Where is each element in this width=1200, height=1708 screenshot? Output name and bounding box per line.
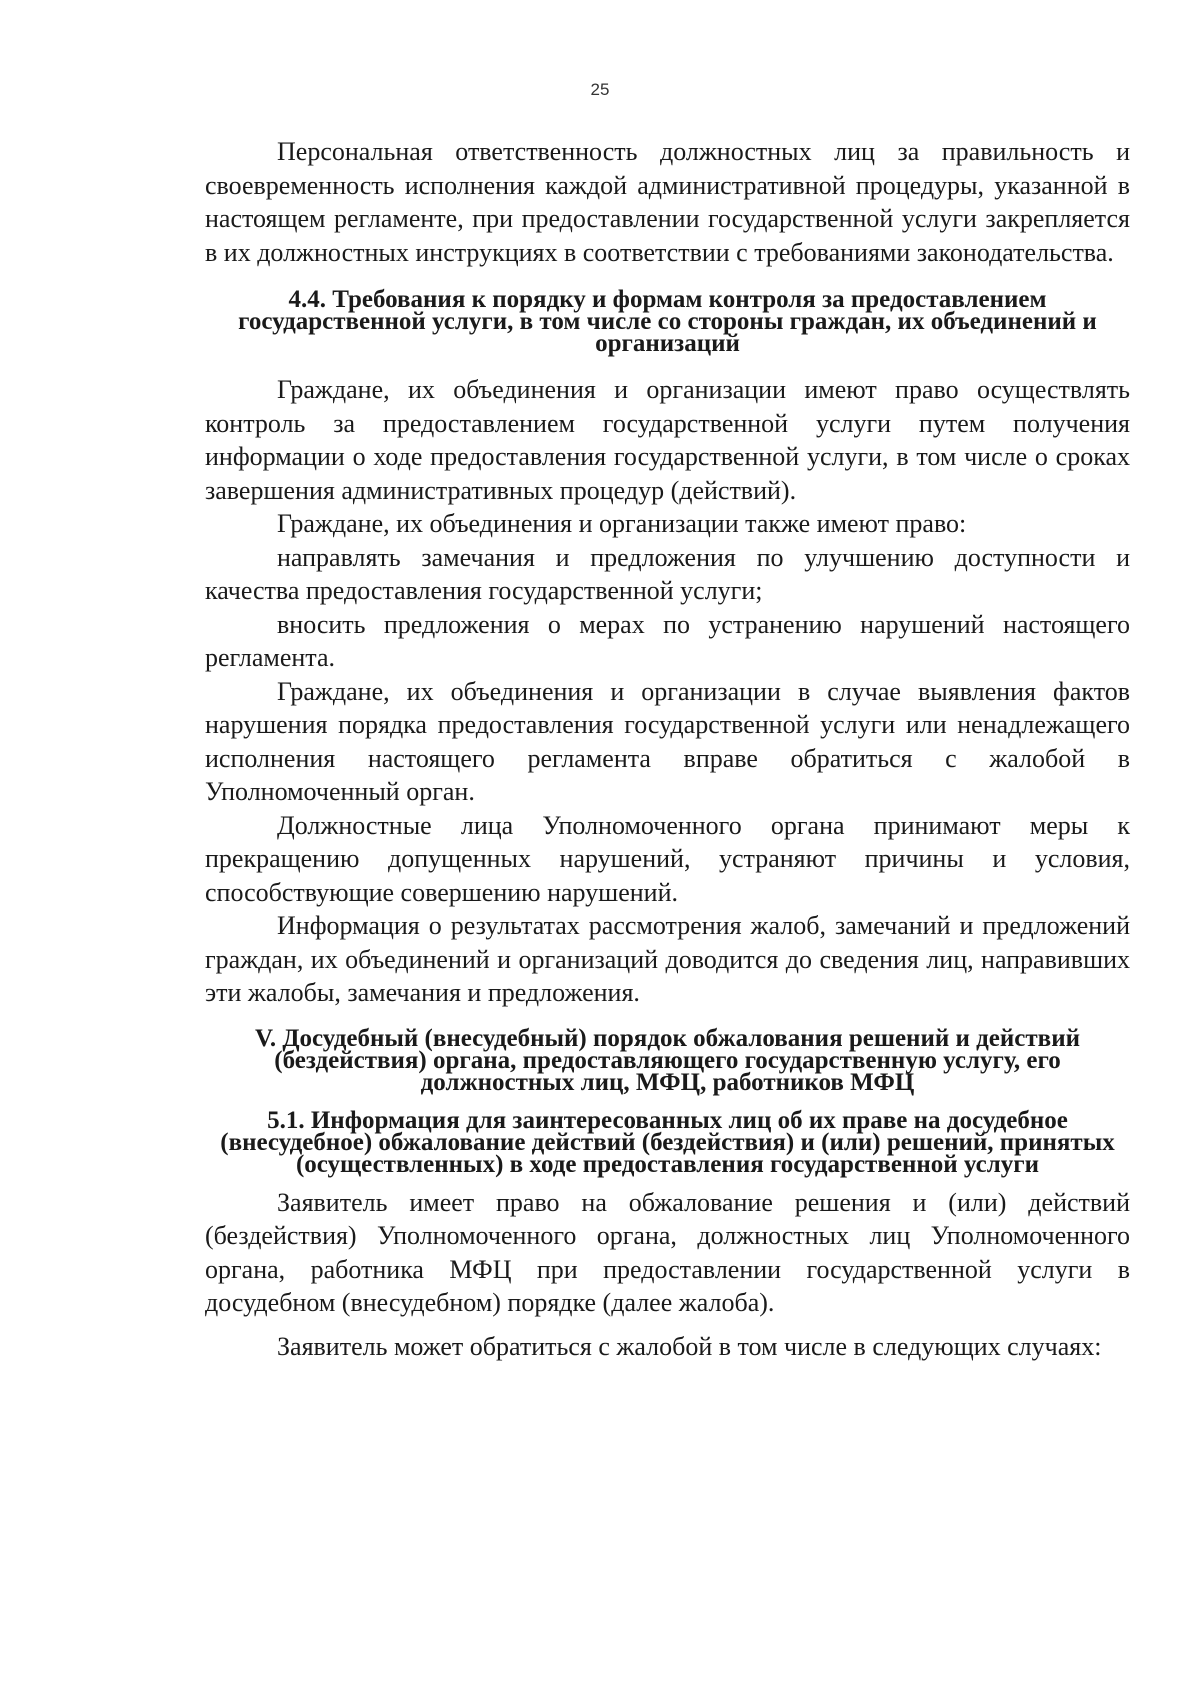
paragraph: Граждане, их объединения и организации в случае выявления фактов нарушения порядка предоставления государственной услуги или ненадлежащего исполнения настоящего регламента вправе обратиться с жалобой в Уполномоченный орган. (205, 676, 1130, 806)
section-heading-5: V. Досудебный (внесудебный) порядок обжалования решений и действий (бездействия) органа, предоставляющего государственную услугу, его должностных лиц, МФЦ, работников МФЦ (254, 1024, 1080, 1096)
paragraph: Заявитель имеет право на обжалование решения и (или) действий (бездействия) Уполномоченного органа, должностных лиц Уполномоченного органа, работника МФЦ при предоставлении государственной услуги в досудебном (внесудебном) порядке (далее жалоба). (205, 1187, 1130, 1317)
paragraph: Граждане, их объединения и организации также имеют право: (277, 509, 967, 538)
paragraph: вносить предложения о мерах по устранению нарушений настоящего регламента. (205, 609, 1130, 672)
page-number: 25 (590, 80, 610, 99)
paragraph: Должностные лица Уполномоченного органа принимают меры к прекращению допущенных нарушений, устраняют причины и условия, способствующие совершению нарушений. (205, 810, 1130, 907)
section-heading-5-1: 5.1. Информация для заинтересованных лиц об их праве на досудебное (внесудебное) обжалование действий (бездействия) и (или) решений, принятых (осуществленных) в ходе предоставления государственной услуги (220, 1106, 1115, 1178)
section-heading-4-4: 4.4. Требования к порядку и формам контроля за предоставлением государственной услуги, в том числе со стороны граждан, их объединений и организаций (238, 286, 1097, 357)
document-body (205, 135, 1130, 1363)
paragraph: Граждане, их объединения и организации имеют право осуществлять контроль за предоставлением государственной услуги путем получения информации о ходе предоставления государственной услуги, в том числе о сроках завершения административных процедур (действий). (205, 375, 1130, 505)
paragraph: Заявитель может обратиться с жалобой в том числе в следующих случаях: (277, 1331, 1102, 1361)
paragraph: направлять замечания и предложения по улучшению доступности и качества предоставления государственной услуги; (205, 542, 1130, 605)
paragraph: Персональная ответственность должностных лиц за правильность и своевременность исполнения каждой административной процедуры, указанной в настоящем регламенте, при предоставлении государственной услуги закрепляется в их должностных инструкциях в соответствии с требованиями законодательства. (205, 137, 1130, 267)
paragraph: Информация о результатах рассмотрения жалоб, замечаний и предложений граждан, их объединений и организаций доводится до сведения лиц, направивших эти жалобы, замечания и предложения. (205, 911, 1130, 1007)
